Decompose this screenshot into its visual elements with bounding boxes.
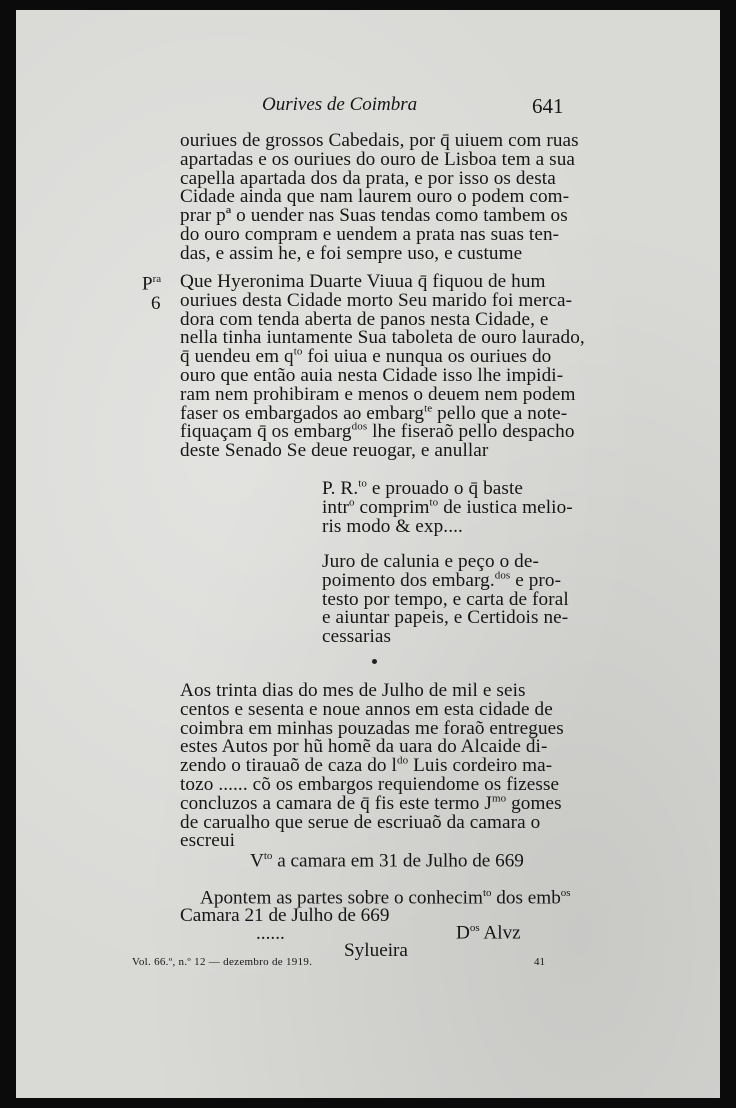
ornament-dot xyxy=(372,659,377,664)
text-line: centos e sesenta e noue annos em esta cidade de xyxy=(180,698,553,720)
text-line: cessarias xyxy=(322,626,392,648)
text-line: fiquaçam q̄ os embarg$^{dos}$ lhe fiseraõ pello despacho xyxy=(180,420,575,443)
text-line: nella tinha iuntamente Sua taboleta de ouro laurado, xyxy=(180,327,585,349)
text-line: Aos trinta dias do mes de Julho de mil e seis xyxy=(180,680,526,701)
text-line: de carualho que serue de escriuaõ da camara o xyxy=(180,811,541,833)
text-line: ram nem prohibiram e menos o deuem nem podem xyxy=(180,383,576,405)
text-line: ouriues desta Cidade morto Seu marido foi merca- xyxy=(180,289,573,311)
margin-note-number: 6 xyxy=(151,293,161,314)
text-line: tozo ...... cõ os embargos requiendome os fizesse xyxy=(180,773,560,795)
text-line: ouro que então auia nesta Cidade isso lhe impidi- xyxy=(180,364,564,386)
text-line: testo por tempo, e carta de foral xyxy=(322,588,569,610)
text-line: zendo o tirauaõ de caza do $l^{do}$ Luis cordeiro ma- xyxy=(180,754,553,777)
text-line: e aiuntar papeis, e Certidois ne- xyxy=(322,607,569,629)
dots-line: ...... xyxy=(256,923,285,944)
text-line: q̄ uendeu em $q^{to}$ foi uiua e nunqua os ouriues do xyxy=(180,345,552,368)
running-head: Ourives de Coimbra xyxy=(262,94,418,115)
text-line: do ouro compram e uendem a prata nas suas ten- xyxy=(180,223,560,245)
text-line: deste Senado Se deue reuogar, e anullar xyxy=(180,440,489,462)
camara-date-line: Camara 21 de Julho de 669 xyxy=(180,905,390,926)
text-line: faser os embargados ao embarg$^{te}$ pello que a note- xyxy=(180,402,568,424)
record-paragraph xyxy=(180,682,600,851)
document-page xyxy=(16,10,720,1098)
text-line: escreui xyxy=(180,830,236,852)
text-line: dora com tenda aberta de panos nesta Cidade, e xyxy=(180,308,549,330)
page-number: 641 xyxy=(532,94,564,118)
margin-note-pra-text: ra xyxy=(152,273,162,285)
text-line: prar pª o uender nas Suas tendas como tambem os xyxy=(180,205,568,227)
text-line: ris modo & exp.... xyxy=(322,515,463,537)
show-through-left xyxy=(116,150,121,169)
signature-sylueira: Sylueira xyxy=(344,940,408,961)
text-line: P. R.$^{to}$ e prouado o q̄ baste xyxy=(322,477,523,499)
text-line: intr$^o$ comprim$^{to}$ de iustica melio- xyxy=(322,496,573,518)
oath-block xyxy=(322,553,602,647)
text-line: ouriues de grossos Cabedais, por q̄ uiuem com ruas xyxy=(180,130,579,151)
text-line: poimento dos embarg.$^{dos}$ e pro- xyxy=(322,569,562,591)
text-line: estes Autos por hũ homẽ da uara do Alcaide di- xyxy=(180,736,548,758)
petition-block xyxy=(322,477,602,537)
footer-volume: Vol. 66.º, n.º 12 — dezembro de 1919. xyxy=(132,956,313,968)
text-line: Juro de calunia e peço o de- xyxy=(322,551,539,572)
text-line: capella apartada dos da prata, e por isso os desta xyxy=(180,167,556,189)
text-line: das, e assim he, e foi sempre uso, e custume xyxy=(180,242,523,264)
text-line: Cidade ainda que nam laurem ouro o podem com- xyxy=(180,186,570,208)
text-line: apartadas e os ouriues do ouro de Lisboa tem a sua xyxy=(180,148,576,170)
paragraph-1 xyxy=(180,132,620,264)
apontem-line: Apontem as partes sobre o conhecim$^{to}$ dos emb$^{os}$ xyxy=(200,887,571,909)
vista-line: $V^{to}$ a camara em 31 de Julho de 669 xyxy=(250,850,524,872)
paragraph-2 xyxy=(180,273,620,461)
text-line: coimbra em minhas pouzadas me foraõ entregues xyxy=(180,717,564,739)
margin-note-pra: $P^{ra}$ xyxy=(142,273,162,295)
text-line: concluzos a camara de q̄ fis este termo $J^{mo}$ gomes xyxy=(180,792,562,814)
signature-dos: $D^{os}$ Alvz xyxy=(456,922,521,944)
footer-signature-mark: 41 xyxy=(534,956,545,968)
text-line: Que Hyeronima Duarte Viuua q̄ fiquou de hum xyxy=(180,271,546,292)
